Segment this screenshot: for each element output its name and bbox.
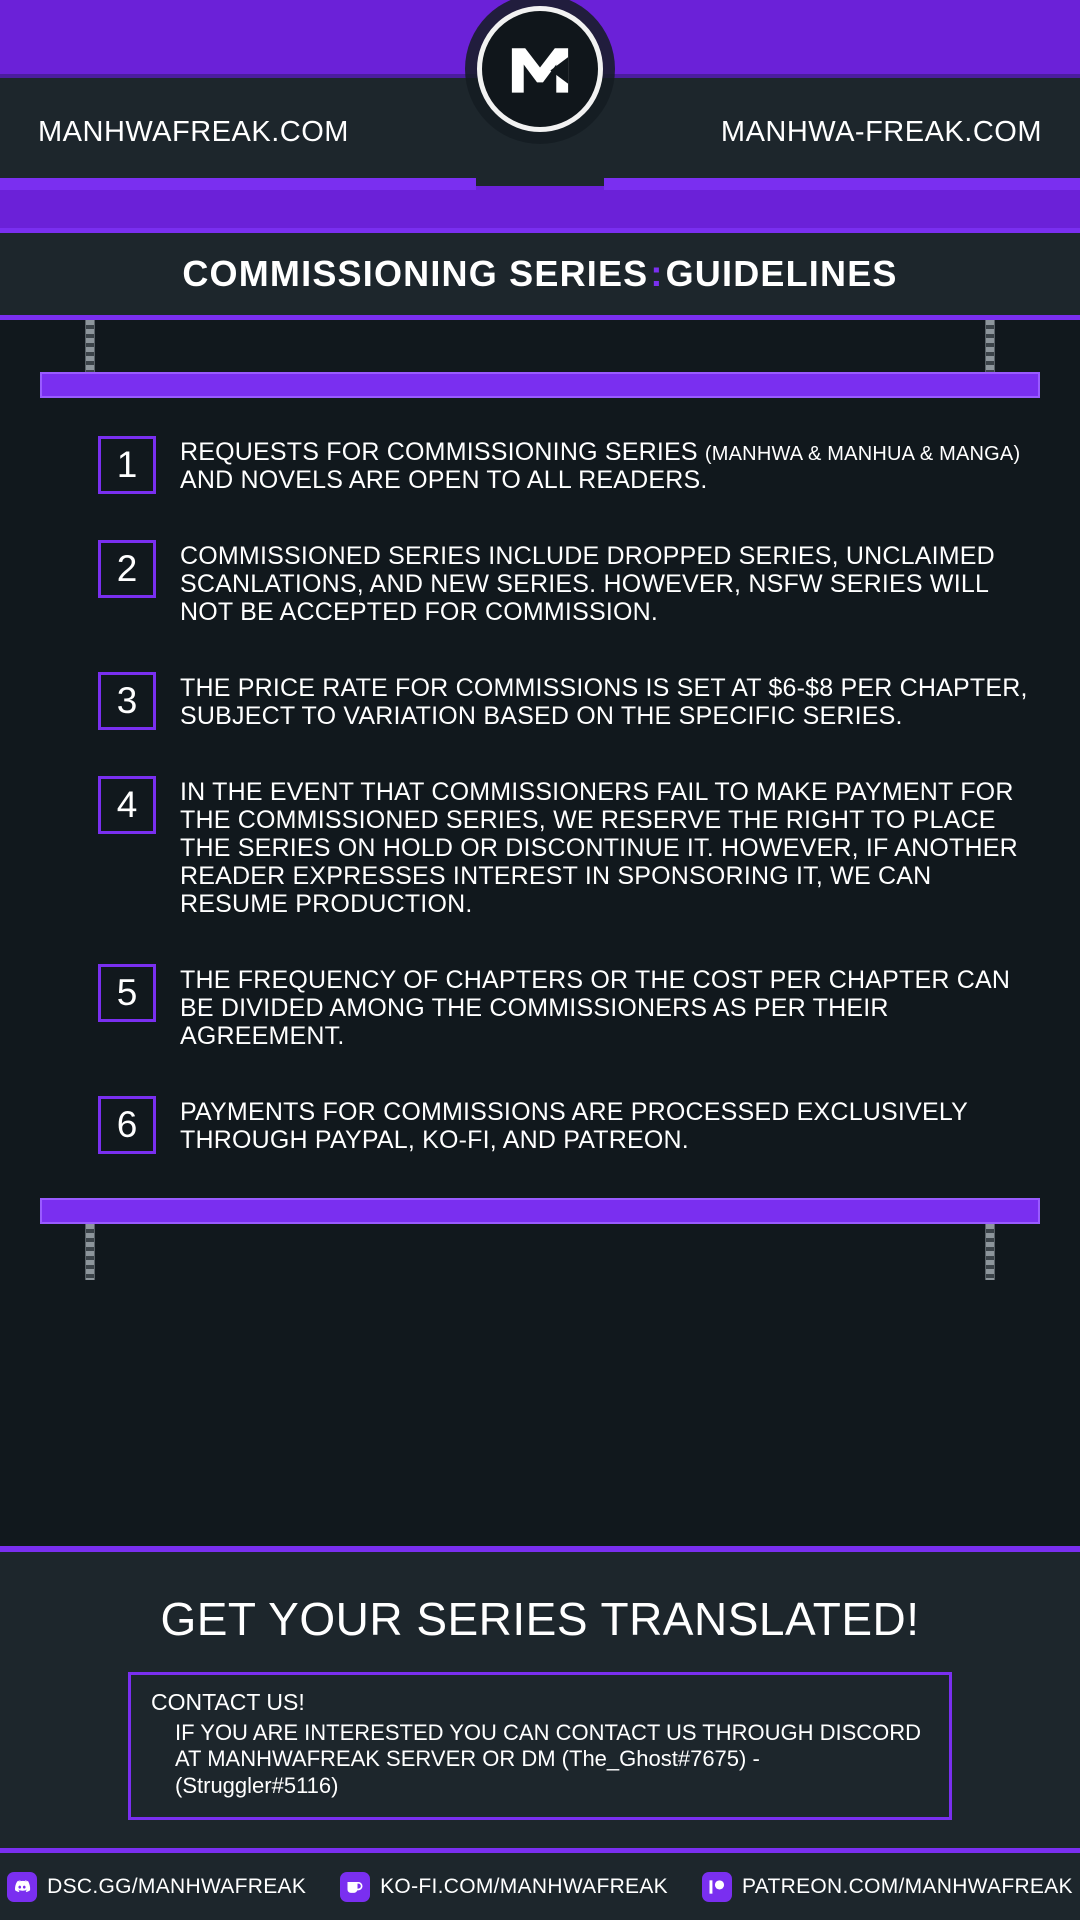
rules-list [0, 398, 1080, 1154]
contact-line-1: IF YOU ARE INTERESTED YOU CAN CONTACT US THROUGH DISCORD [175, 1719, 922, 1745]
page-title-separator: : [650, 253, 664, 294]
discord-icon [7, 1872, 37, 1902]
social-link-kofi[interactable] [340, 1872, 668, 1902]
social-label-kofi: KO-FI.COM/MANHWAFREAK [380, 1874, 668, 1898]
banner-bar-bottom [40, 1198, 1040, 1224]
page-title-sub: GUIDELINES [665, 253, 898, 294]
header-accent-bar-left [0, 178, 476, 190]
site-label-left: MANHWAFREAK.COM [38, 116, 349, 148]
header-bottom-band [0, 190, 1080, 228]
list-item [98, 670, 1042, 730]
list-item [98, 1094, 1042, 1154]
list-item [98, 774, 1042, 918]
hanging-banner-top [0, 320, 1080, 398]
footer-section [0, 1546, 1080, 1920]
social-link-discord[interactable] [7, 1872, 306, 1902]
manhwafreak-logo-icon [477, 6, 603, 132]
contact-line-2: AT MANHWAFREAK SERVER OR DM (The_Ghost#7675) - (Struggler#5116) [175, 1746, 760, 1798]
kofi-icon [340, 1872, 370, 1902]
rule-number: 2 [98, 540, 156, 598]
rule-text: THE PRICE RATE FOR COMMISSIONS IS SET AT $6-$8 PER CHAPTER, SUBJECT TO VARIATION BASED ON THE SPECIFIC SERIES. [180, 674, 1028, 730]
chain-icon-top-left [85, 320, 95, 376]
patreon-icon [702, 1872, 732, 1902]
rule-text-before: REQUESTS FOR COMMISSIONING SERIES [180, 438, 705, 466]
rule-text-small: (MANHWA & MANHUA & MANGA) [704, 443, 1021, 465]
banner-bar-top [40, 372, 1040, 398]
rule-number: 5 [98, 964, 156, 1022]
rule-text-after: AND NOVELS ARE OPEN TO ALL READERS. [180, 466, 708, 494]
chain-icon-bottom-right [985, 1224, 995, 1280]
rule-text: COMMISSIONED SERIES INCLUDE DROPPED SERIES, UNCLAIMED SCANLATIONS, AND NEW SERIES. HOWEVER, NSFW SERIES WILL NOT BE ACCEPTED FOR COMMISSION. [180, 542, 995, 626]
page-title-band [0, 228, 1080, 320]
rule-text: IN THE EVENT THAT COMMISSIONERS FAIL TO MAKE PAYMENT FOR THE COMMISSIONED SERIES, WE RESERVE THE RIGHT TO PLACE THE SERIES ON HOLD OR DISCONTINUE IT. HOWEVER, IF ANOTHER READER EXPRESSES INTEREST IN SPONSORING IT, WE CAN RESUME PRODUCTION. [180, 778, 1018, 918]
rule-number: 1 [98, 436, 156, 494]
rule-number: 6 [98, 1096, 156, 1154]
site-label-right: MANHWA-FREAK.COM [720, 116, 1042, 148]
site-header [0, 0, 1080, 228]
contact-title: CONTACT US! [151, 1688, 305, 1715]
list-item [98, 538, 1042, 626]
footer-headline: GET YOUR SERIES TRANSLATED! [160, 1592, 920, 1645]
contact-box [128, 1672, 952, 1820]
header-accent-bars [0, 178, 1080, 190]
page-title [182, 253, 897, 295]
social-links-bar [0, 1848, 1080, 1920]
list-item [98, 434, 1042, 494]
rule-number: 3 [98, 672, 156, 730]
chain-icon-top-right [985, 320, 995, 376]
rule-text [180, 434, 1042, 494]
social-label-patreon: PATREON.COM/MANHWAFREAK [741, 1874, 1073, 1898]
hanging-banner-bottom [0, 1198, 1080, 1276]
page-title-main: COMMISSIONING SERIES [182, 253, 649, 294]
social-label-discord: DSC.GG/MANHWAFREAK [47, 1874, 307, 1898]
rule-text: PAYMENTS FOR COMMISSIONS ARE PROCESSED EXCLUSIVELY THROUGH PAYPAL, KO-FI, AND PATREON. [180, 1098, 968, 1154]
rule-number: 4 [98, 776, 156, 834]
list-item [98, 962, 1042, 1050]
guidelines-body [0, 320, 1080, 1546]
social-link-patreon[interactable] [702, 1872, 1073, 1902]
chain-icon-bottom-left [85, 1224, 95, 1280]
header-accent-bar-right [604, 178, 1080, 190]
rule-text: THE FREQUENCY OF CHAPTERS OR THE COST PER CHAPTER CAN BE DIVIDED AMONG THE COMMISSIONERS AS PER THEIR AGREEMENT. [180, 966, 1011, 1050]
